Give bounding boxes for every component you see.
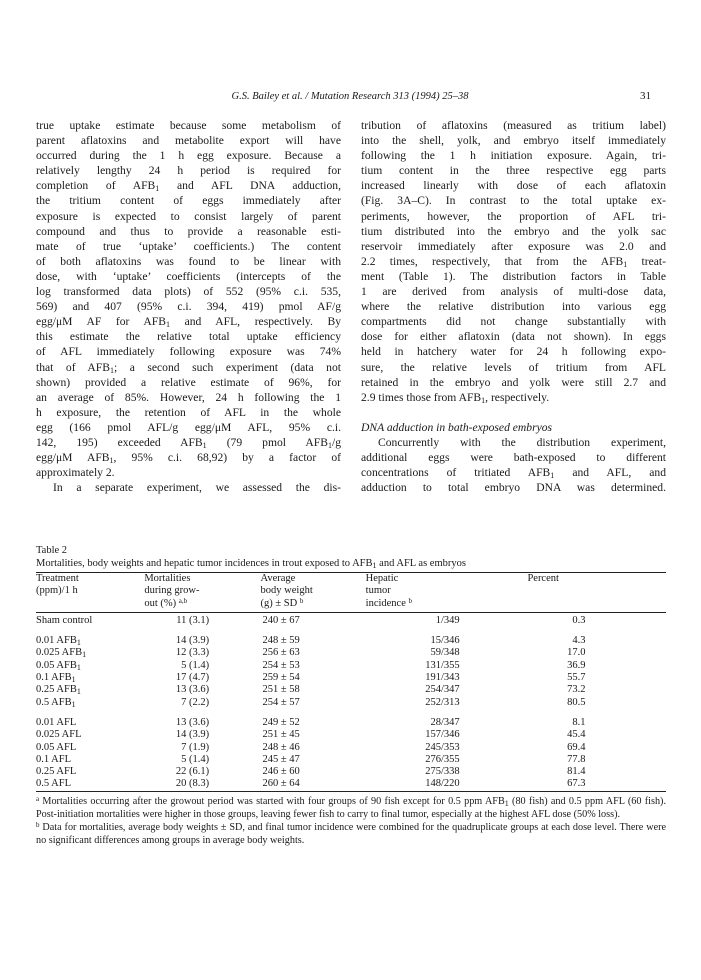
text-line: 2.2 times, respectively, that from the $AFB_1$ treat- xyxy=(361,254,666,269)
mortality-cell: 7 (1.9) xyxy=(181,741,210,753)
treatment-cell: 0.25 $AFB_1$ xyxy=(36,684,81,697)
column-header: Average xyxy=(260,573,296,584)
column-header xyxy=(36,598,144,610)
mortality-cell: 12 (3.3) xyxy=(175,647,210,659)
mortality-cell: 22 (6.1) xyxy=(175,766,210,778)
text-line: parent aflatoxins and metabolite export will have xyxy=(36,134,341,148)
mortality-cell: 17 (4.7) xyxy=(175,672,210,684)
treatment-cell: 0.1 AFL xyxy=(36,753,72,765)
table-row xyxy=(36,660,666,672)
text-line: that of $AFB_1$; a second such experiment (data not xyxy=(36,360,341,375)
percent-cell: 0.3 xyxy=(572,614,586,626)
text-line: additional eggs were bath-exposed to different xyxy=(361,451,666,465)
tumor-incidence-cell: 276/355 xyxy=(425,753,460,765)
table-header-row xyxy=(36,585,666,597)
text-line: retained in the embryo and yolk were still 2.7 and xyxy=(361,375,666,389)
text-line: completion of $AFB_1$ and AFL DNA adduction, xyxy=(36,179,341,194)
percent-cell: 77.8 xyxy=(567,753,586,765)
percent-cell: 81.4 xyxy=(567,766,586,778)
running-head: G.S. Bailey et al. / Mutation Research 313 (1994) 25–38 xyxy=(231,91,469,102)
text-line: increased linearly with dose of each aflatoxin xyxy=(361,179,666,193)
text-line: 1 are derived from analysis of multi-dose data, xyxy=(361,285,666,299)
percent-cell: 36.9 xyxy=(567,659,586,671)
column-header: tumor xyxy=(365,585,391,597)
percent-cell: 17.0 xyxy=(567,647,586,659)
table-row xyxy=(36,635,666,647)
page-number: 31 xyxy=(640,90,651,102)
text-line: egg (166 pmol AFL/g egg/μM AFL, 95% c.i. xyxy=(36,420,341,434)
left-column-text xyxy=(36,118,341,495)
treatment-cell: 0.01 AFL xyxy=(36,716,77,728)
tumor-incidence-cell: 191/343 xyxy=(425,672,460,684)
column-header: Percent xyxy=(527,573,559,584)
text-line: dose for either aflatoxin (data not shown). In eggs xyxy=(361,330,666,344)
column-header: Hepatic xyxy=(365,573,399,584)
text-line: occurred during the 1 h egg exposure. Because a xyxy=(36,149,341,163)
table-label: Table 2 xyxy=(36,545,68,556)
text-line: log transformed data plots) of 552 (95% c.i. 535, xyxy=(36,285,341,299)
body-weight-cell: 260 ± 64 xyxy=(262,778,300,790)
tumor-incidence-cell: 254/347 xyxy=(425,684,460,696)
treatment-cell: 0.01 $AFB_1$ xyxy=(36,635,81,648)
treatment-cell: 0.25 AFL xyxy=(36,766,77,778)
text-line: tium content in the three respective egg parts xyxy=(361,164,666,178)
mortality-cell: 20 (8.3) xyxy=(175,778,210,790)
text-line: following the 1 h initiation exposure. Again, tri- xyxy=(361,149,666,163)
body-weight-cell: 251 ± 45 xyxy=(262,729,300,741)
treatment-cell: 0.05 AFL xyxy=(36,741,77,753)
text-line: shown) provided a relative estimate of 96%, for xyxy=(36,375,341,389)
table-row xyxy=(36,615,666,627)
percent-cell: 8.1 xyxy=(572,716,586,728)
column-header xyxy=(527,585,666,597)
text-line: adduction to total embryo DNA was determined. xyxy=(361,481,666,495)
text-line: (Fig. 3A–C). In contrast to the total uptake ex- xyxy=(361,194,666,208)
text-line: of AFL immediately following exposure was 74% xyxy=(36,345,341,359)
column-header: incidence $^b$ xyxy=(365,596,413,609)
table-row xyxy=(36,697,666,709)
footnote: $^b$ Data for mortalities, average body weights ± SD, and final tumor incidence were combined for the quadruplicate groups at each dose level. There were no significant differences among groups in average body weights. xyxy=(36,820,667,846)
text-line: held in hatchery water for 24 h following expo- xyxy=(361,345,666,359)
column-header: out (%) $^{a,b}$ xyxy=(144,596,188,609)
percent-cell: 80.5 xyxy=(567,696,586,708)
column-header: Mortalities xyxy=(144,573,191,584)
treatment-cell: Sham control xyxy=(36,614,93,626)
table-row xyxy=(36,672,666,684)
body-weight-cell: 259 ± 54 xyxy=(262,672,300,684)
column-header: during grow- xyxy=(144,585,200,597)
text-line: 2.9 times those from $AFB_1$, respectively. xyxy=(361,390,550,405)
text-line: DNA adduction in bath-exposed embryos xyxy=(361,420,553,434)
body-weight-cell: 249 ± 52 xyxy=(262,716,300,728)
percent-cell: 69.4 xyxy=(567,741,586,753)
table-row xyxy=(36,684,666,696)
text-line: relatively lengthy 24 h period is required for xyxy=(36,164,341,178)
footnote: $^a$ Mortalities occurring after the growout period was started with four groups of 90 fish except for 0.5 ppm $AFB_1$ (80 fish) and 0.5 ppm AFL (60 fish). Post-initiation mortalities were higher in those groups, leaving fewer fish to carry to final tumor, especially at the highest AFL dose (50% loss). xyxy=(36,794,666,820)
text-line: 142, 195) exceeded $AFB_1$ (79 pmol $AFB_1/g$ xyxy=(36,435,341,450)
text-line: h exposure, the retention of AFL in the whole xyxy=(36,405,341,419)
tumor-incidence-cell: 1/349 xyxy=(435,614,460,626)
text-line: true uptake estimate because some metabolism of xyxy=(36,119,341,132)
body-weight-cell: 248 ± 46 xyxy=(262,741,300,753)
tumor-incidence-cell: 245/353 xyxy=(425,741,460,753)
text-line: ment (Table 1). The distribution factors in Table xyxy=(361,269,666,283)
percent-cell: 4.3 xyxy=(572,635,586,647)
treatment-cell: 0.05 $AFB_1$ xyxy=(36,659,81,672)
column-header: Treatment xyxy=(36,573,79,584)
text-line: dose, with ‘uptake’ coefficients (intercepts of the xyxy=(36,269,341,283)
body-weight-cell: 254 ± 57 xyxy=(262,696,300,708)
column-header: body weight xyxy=(260,585,313,597)
text-line: concentrations of tritiated $AFB_1$ and AFL, and xyxy=(361,466,666,481)
mortality-cell: 5 (1.4) xyxy=(181,659,210,671)
column-header xyxy=(527,598,666,610)
text-line: tribution of aflatoxins (measured as tritium label) xyxy=(361,119,666,132)
right-column-text xyxy=(361,118,666,495)
tumor-incidence-cell: 131/355 xyxy=(425,659,460,671)
text-line: compound and thus to provide a reasonable esti- xyxy=(36,224,341,238)
table-row xyxy=(36,766,666,778)
text-line: tium distributed into the embryo and the yolk sac xyxy=(361,224,666,238)
column-header: (g) ± SD $^b$ xyxy=(260,596,304,609)
mortality-cell: 14 (3.9) xyxy=(175,729,210,741)
body-weight-cell: 256 ± 63 xyxy=(262,647,300,659)
column-header: (ppm)/1 h xyxy=(36,585,78,597)
text-line: an average of 85%. However, 24 h following the 1 xyxy=(36,390,341,404)
mortality-cell: 13 (3.6) xyxy=(175,716,210,728)
tumor-incidence-cell: 59/348 xyxy=(430,647,460,659)
mortality-cell: 14 (3.9) xyxy=(175,635,210,647)
percent-cell: 73.2 xyxy=(567,684,586,696)
text-line xyxy=(361,405,666,420)
treatment-cell: 0.1 $AFB_1$ xyxy=(36,672,76,685)
text-line: In a separate experiment, we assessed the dis- xyxy=(53,481,341,495)
treatment-cell: 0.025 $AFB_1$ xyxy=(36,647,87,660)
table-header-row xyxy=(36,598,666,610)
body-weight-cell: 246 ± 60 xyxy=(262,766,300,778)
results-table xyxy=(36,573,666,791)
text-line: Concurrently with the distribution experiment, xyxy=(378,435,666,449)
tumor-incidence-cell: 28/347 xyxy=(430,716,460,728)
text-line: approximately 2. xyxy=(36,466,115,480)
text-line: egg/μM $AFB_1$, 95% c.i. 68,92) by a factor of xyxy=(36,451,341,466)
text-line: periments, however, the proportion of AFL tri- xyxy=(361,209,666,223)
percent-cell: 55.7 xyxy=(567,672,586,684)
text-line: the tritium content of eggs immediately after xyxy=(36,194,341,208)
mortality-cell: 5 (1.4) xyxy=(181,753,210,765)
table-header-row xyxy=(36,573,666,585)
text-line: mate of true ‘uptake’ coefficients.) The content xyxy=(36,239,341,253)
text-line: this estimate the relative total uptake efficiency xyxy=(36,330,341,344)
treatment-cell: 0.5 $AFB_1$ xyxy=(36,696,76,709)
table-title: Mortalities, body weights and hepatic tumor incidences in trout exposed to $AFB_1$ and AFL as embryos xyxy=(36,558,466,570)
text-line: reservoir immediately after exposure was 2.0 and xyxy=(361,239,666,253)
text-line: where the relative distribution into various egg xyxy=(361,300,666,314)
table-row xyxy=(36,754,666,766)
body-weight-cell: 245 ± 47 xyxy=(262,753,300,765)
percent-cell: 45.4 xyxy=(567,729,586,741)
body-weight-cell: 254 ± 53 xyxy=(262,659,300,671)
treatment-cell: 0.025 AFL xyxy=(36,729,82,741)
text-line: into the shell, yolk, and embryo itself immediately xyxy=(361,134,666,148)
text-line: 569) and 407 (95% c.i. 394, 419) pmol AF/g xyxy=(36,300,341,314)
tumor-incidence-cell: 157/346 xyxy=(425,729,460,741)
text-line: egg/μM AF for $AFB_1$ and AFL, respectively. By xyxy=(36,315,341,330)
table-row xyxy=(36,729,666,741)
body-weight-cell: 240 ± 67 xyxy=(262,614,300,626)
percent-cell: 67.3 xyxy=(567,778,586,790)
tumor-incidence-cell: 252/313 xyxy=(425,696,460,708)
tumor-incidence-cell: 148/220 xyxy=(425,778,460,790)
mortality-cell: 11 (3.1) xyxy=(176,614,210,626)
text-line: sure, the relative levels of tritium from AFL xyxy=(361,360,666,374)
mortality-cell: 13 (3.6) xyxy=(175,684,210,696)
text-line: exposure is expected to consist largely of parent xyxy=(36,209,341,223)
table-row xyxy=(36,742,666,754)
body-weight-cell: 248 ± 59 xyxy=(262,635,300,647)
text-line: of both aflatoxins was found to be linear with xyxy=(36,254,341,268)
table-row xyxy=(36,647,666,659)
tumor-incidence-cell: 275/338 xyxy=(425,766,460,778)
table-row xyxy=(36,717,666,729)
text-line: compartments did not change substantially with xyxy=(361,315,666,329)
mortality-cell: 7 (2.2) xyxy=(181,696,210,708)
treatment-cell: 0.5 AFL xyxy=(36,778,72,790)
body-weight-cell: 251 ± 58 xyxy=(262,684,300,696)
tumor-incidence-cell: 15/346 xyxy=(430,635,460,647)
table-row xyxy=(36,778,666,790)
table-bottom-rule xyxy=(36,791,666,792)
table-footnotes xyxy=(36,795,666,847)
table-2 xyxy=(36,544,666,847)
